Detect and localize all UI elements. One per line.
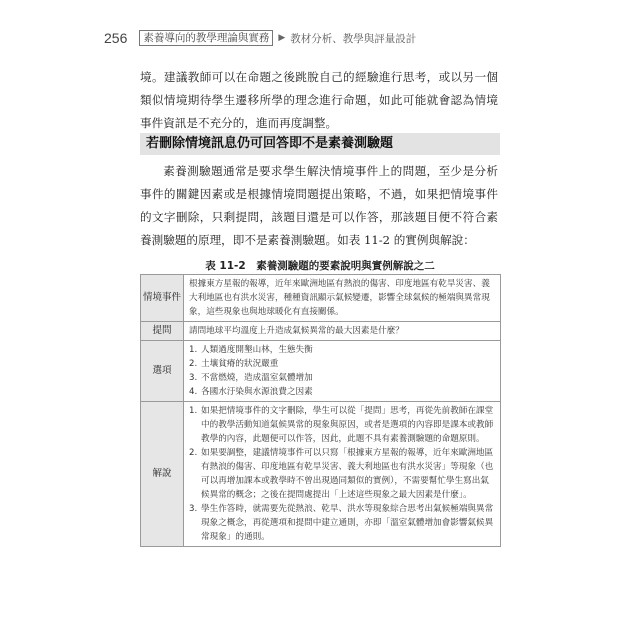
book-title: 素養導向的教學理論與實務 <box>139 30 273 46</box>
list-item: 4. 各國水汙染與水源浪費之因素 <box>189 387 313 397</box>
running-header <box>104 28 574 48</box>
list-item: 3. 學生作答時，就需要先從熱浪、乾旱、洪水等現象綜合思考出氣候極端與異常現象之概念，再從選項和提問中建立通則，亦即「溫室氣體增加會影響氣候異常現象」的通則。 <box>189 504 494 542</box>
table-caption: 表 11-2 素養測驗題的要素說明與實例解說之二 <box>205 260 435 272</box>
list-item: 2. 土壤貧瘠的狀況嚴重 <box>189 359 279 369</box>
table-row-explanation <box>141 402 501 547</box>
row-label-options: 選項 <box>141 341 184 402</box>
options-list <box>189 343 495 399</box>
table-row-context <box>141 275 501 322</box>
row-label-question: 提問 <box>141 322 184 341</box>
chapter-title: 教材分析、教學與評量設計 <box>290 32 417 45</box>
question-text: 請問地球平均溫度上升造成氣候異常的最大因素是什麼？ <box>184 322 501 341</box>
table-row-options <box>141 341 501 402</box>
explanation-list <box>189 404 495 544</box>
row-label-explanation: 解說 <box>141 402 184 547</box>
section-heading: 若刪除情境訊息仍可回答即不是素養測驗題 <box>140 133 500 155</box>
list-item: 3. 不當燃燒，造成溫室氣體增加 <box>189 373 313 383</box>
body-paragraph-2: 素養測驗題通常是要求學生解決情境事件上的問題，至少是分析事件的關鍵因素或是根據情境問題提出策略，不過，如果把情境事件的文字刪除，只剩提問，該題目還是可以作答，那該題目便不符合素養測驗題的原理，即不是素養測驗題。如表 11-2 的實例與解說： <box>140 164 498 247</box>
triangle-arrow-icon: ▶ <box>278 33 286 43</box>
list-item: 1. 人類過度開墾山林，生態失衡 <box>189 345 313 355</box>
table-row-question <box>141 322 501 341</box>
context-text: 根據東方星報的報導，近年來歐洲地區有熱浪的傷害、印度地區有乾旱災害、義大利地區也有洪水災害，種種資訊顯示氣候變遷，影響全球氣候的極端與異常現象，這些現象也與地球暖化有直接關係。 <box>184 275 501 322</box>
example-table <box>140 274 501 547</box>
row-label-context: 情境事件 <box>141 275 184 322</box>
list-item: 1. 如果把情境事件的文字刪除，學生可以從「提問」思考，再從先前教師在課堂中的教學活動知道氣候異常的現象與原因，或者是選項的內容即是課本或教師教學的內容，此題便可以作答，因此，此題不具有素養測驗題的命題原則。 <box>189 406 494 444</box>
page-number: 256 <box>104 30 128 46</box>
body-paragraph-1: 境。建議教師可以在命題之後跳脫自己的經驗進行思考，或以另一個類似情境期待學生遷移所學的理念進行命題，如此可能就會認為情境事件資訊是不充分的，進而再度調整。 <box>140 70 498 130</box>
list-item: 2. 如果要調整，建議情境事件可以只寫「根據東方星報的報導，近年來歐洲地區有熱浪的傷害、印度地區有乾旱災害、義大利地區也有洪水災害」等現象（也可以再增加課本或教學時不曾出現過同類似的實例），不需要幫忙學生寫出氣候異常的概念；之後在提問處提出「上述這些現象之最大因素是什麼」。 <box>189 448 494 500</box>
